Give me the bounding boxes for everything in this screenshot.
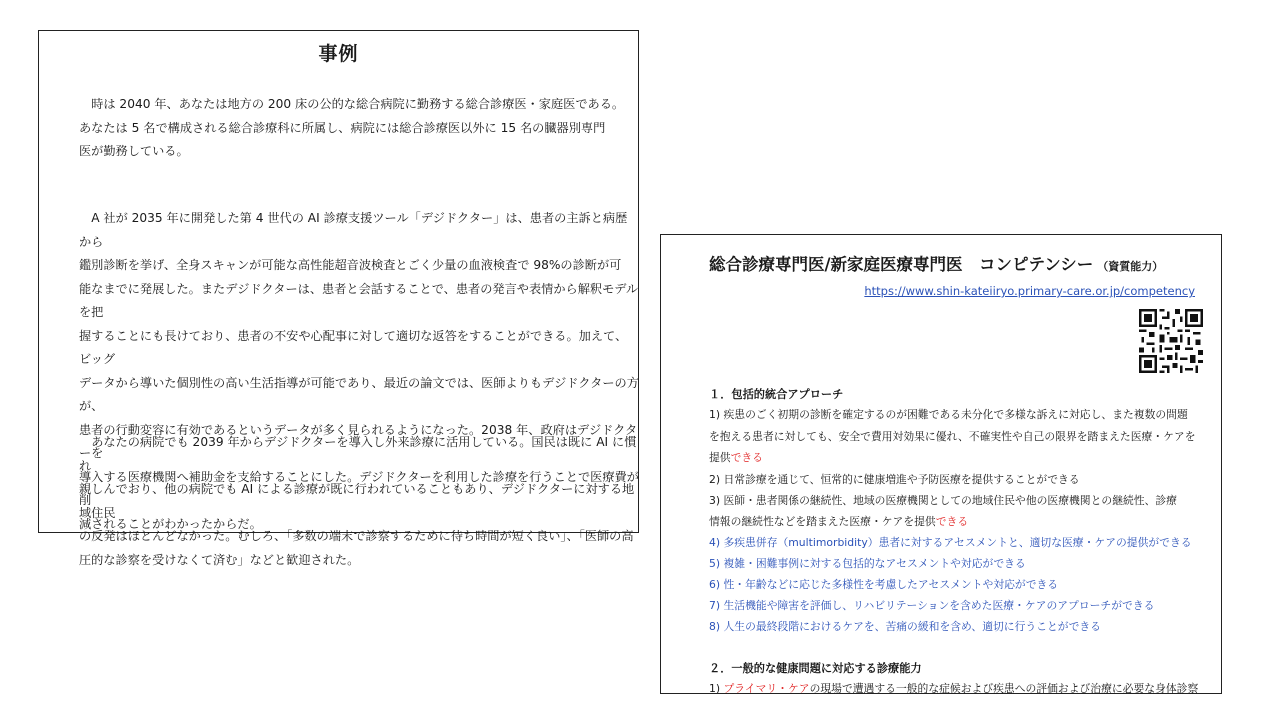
competency-item-highlight: できる xyxy=(935,515,969,528)
competency-item-text: の現場で遭遇する一般的な症候および疾患への評価および治療に必要な身体診察 xyxy=(809,682,1199,694)
section-heading: ２．一般的な健康問題に対応する診療能力 xyxy=(709,662,922,675)
competency-item xyxy=(709,514,968,529)
competency-item: 2) 日常診療を通じて、恒常的に健康増進や予防医療を提供することができる xyxy=(709,473,1080,486)
qr-code-icon xyxy=(1139,309,1203,373)
competency-item: 3) 医師・患者関係の継続性、地域の医療機関としての地域住民や他の医療機関との継続性、診療 xyxy=(709,494,1177,507)
case-card xyxy=(38,30,639,567)
competency-item-highlight: できる xyxy=(730,451,763,464)
competency-title-text: 総合診療専門医/新家庭医療専門医 コンピテンシー xyxy=(709,255,1094,274)
competency-item: 7) 生活機能や障害を評価し、リハビリテーションを含めた医療・ケアのアプローチができる xyxy=(709,599,1155,612)
section-heading: １．包括的統合アプローチ xyxy=(709,388,844,401)
competency-item: 6) 性・年齢などに応じた多様性を考慮したアセスメントや対応ができる xyxy=(709,578,1059,591)
case-paragraph: 時は 2040 年、あなたは地方の 200 床の公的な総合病院に勤務する総合診療医・家庭医である。 あなたは 5 名で構成される総合診療科に所属し、病院には総合診療医以外に 15 名の臓器別専門 医が勤務している。 xyxy=(79,97,625,158)
case-title: 事例 xyxy=(318,43,359,65)
case-paragraph: あなたの病院でも 2039 年からデジドクターを導入し外来診療に活用している。国民は既に AI に慣れ 親しんでおり、他の病院でも AI による診療が既に行われていることもあり、デジドクターに対する地域住民 の反発はほとんどなかった。むしろ、「多数の端末で診察するために待ち時間が短く良い」、「医師の高 圧的な診察を受けなくて済む」などと歓迎された。 xyxy=(79,435,637,567)
competency-card xyxy=(660,234,1222,694)
competency-item: 5) 複雑・困難事例に対する包括的なアセスメントや対応ができる xyxy=(709,557,1026,570)
competency-item: 1) 疾患のごく初期の診断を確定するのが困難である未分化で多様な訴えに対応し、また複数の問題 xyxy=(709,408,1188,421)
competency-item: 4) 多疾患併存（multimorbidity）患者に対するアセスメントと、適切な医療・ケアの提供ができる xyxy=(709,536,1192,549)
competency-item xyxy=(709,681,1198,694)
case-paragraph: A 社が 2035 年に開発した第 4 世代の AI 診療支援ツール「デジドクター」は、患者の主訴と病歴から 鑑別診断を挙げ、全身スキャンが可能な高性能超音波検査とごく少量の血液検査で 98%の診断が可 能なまでに発展した。またデジドクターは、患者と会話することで、患者の発言や表情から解釈モデルを把 握することにも長けており、患者の不安や心配事に対して適切な返答をすることができる。加えて、ビッグ データから導いた個別性の高い生活指導が可能であり、最近の論文では、医師よりもデジドクターの方が、 患者の行動変容に有効であるというデータが多く見られるようになった。2038 年、政府はデジドクターを 導入する医療機関へ補助金を支給することにした。デジドクターを利用した診療を行うことで医療費が削 減されることがわかったからだ。 xyxy=(79,211,639,531)
competency-item: 8) 人生の最終段階におけるケアを、苦痛の緩和を含め、適切に行うことができる xyxy=(709,620,1101,633)
competency-title-suffix: （資質能力） xyxy=(1097,260,1164,273)
competency-item-text: 情報の継続性などを踏まえた医療・ケアを提供 xyxy=(709,515,936,528)
competency-url-link[interactable]: https://www.shin-kateiiryo.primary-care.or.jp/competency xyxy=(864,284,1195,298)
competency-item: を抱える患者に対しても、安全で費用対効果に優れ、不確実性や自己の限界を踏まえた医療・ケアを xyxy=(709,430,1196,443)
competency-item-text: 提供 xyxy=(709,451,731,464)
competency-item-text: 1) xyxy=(709,682,724,694)
competency-title xyxy=(709,251,1163,275)
competency-item xyxy=(709,450,763,465)
competency-item-highlight: プライマリ・ケア xyxy=(723,682,810,694)
